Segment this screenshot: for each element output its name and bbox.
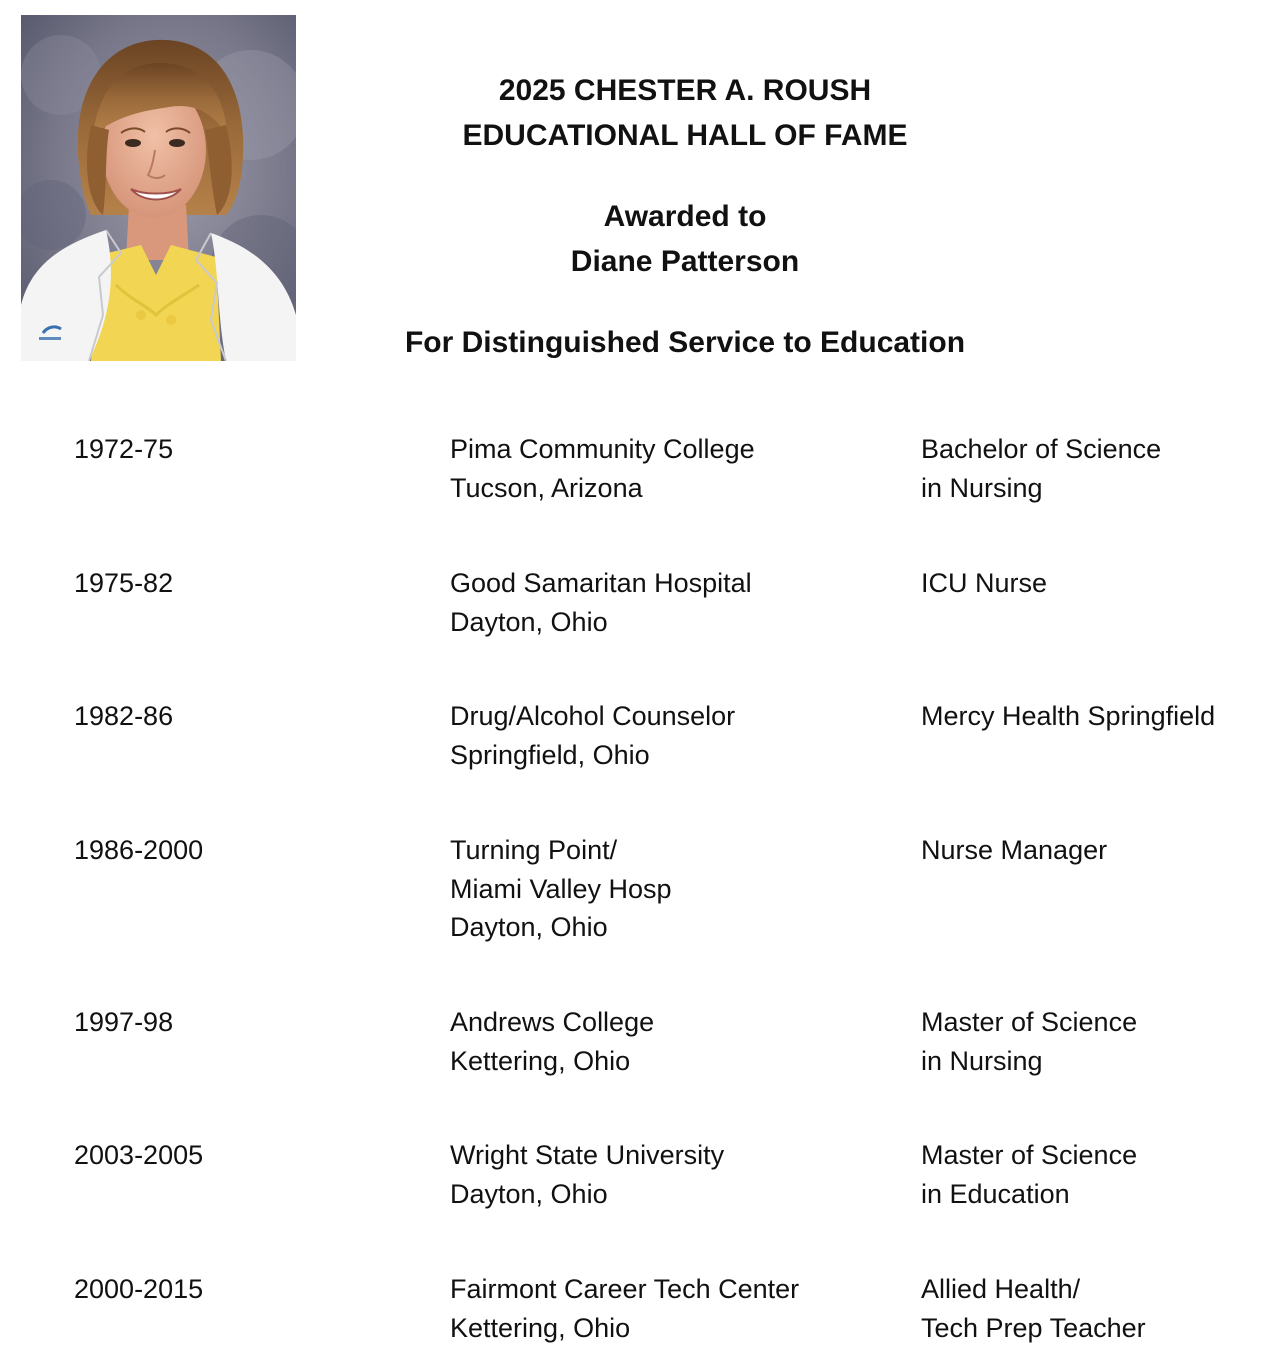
role-line: Allied Health/: [921, 1274, 1081, 1304]
row-role: [921, 564, 1047, 603]
role-line: in Nursing: [921, 1045, 1043, 1076]
place-line: Drug/Alcohol Counselor: [450, 701, 736, 731]
title-line-1: 2025 CHESTER A. ROUSH: [498, 74, 872, 107]
role-line: Mercy Health Springfield: [921, 701, 1216, 731]
distinction-label: For Distinguished Service to Education: [404, 326, 966, 359]
role-line: in Nursing: [921, 472, 1043, 503]
awardee-name: Diane Patterson: [570, 245, 800, 278]
row-role: [921, 1136, 1137, 1213]
role-line: Bachelor of Science: [921, 434, 1162, 464]
title-line-2: EDUCATIONAL HALL OF FAME: [462, 119, 908, 152]
row-place: [450, 564, 752, 641]
row-years: 1975-82: [74, 568, 174, 598]
place-line: Dayton, Ohio: [450, 912, 608, 942]
row-years: 1986-2000: [74, 835, 204, 865]
role-line: Master of Science: [921, 1140, 1138, 1170]
place-line: Dayton, Ohio: [450, 1178, 608, 1209]
row-years: 2000-2015: [74, 1274, 204, 1304]
place-line: Tucson, Arizona: [450, 472, 643, 503]
place-line: Wright State University: [450, 1140, 725, 1170]
row-place: [450, 430, 755, 507]
row-years: 1982-86: [74, 701, 174, 731]
place-line: Kettering, Ohio: [450, 1045, 631, 1076]
row-place: [450, 1270, 799, 1347]
role-line: Master of Science: [921, 1007, 1138, 1037]
role-line: in Education: [921, 1178, 1070, 1209]
awarded-to-label: Awarded to: [603, 200, 767, 233]
place-line: Andrews College: [450, 1007, 655, 1037]
place-line: Dayton, Ohio: [450, 606, 608, 637]
place-line: Fairmont Career Tech Center: [450, 1274, 800, 1304]
row-years: 1972-75: [74, 434, 174, 464]
role-line: Tech Prep Teacher: [921, 1312, 1146, 1343]
row-role: [921, 697, 1215, 736]
row-role: [921, 1270, 1146, 1347]
row-place: [450, 697, 735, 774]
row-place: [450, 1003, 654, 1080]
row-role: [921, 1003, 1137, 1080]
row-place: [450, 831, 672, 947]
row-years: 1997-98: [74, 1007, 174, 1037]
role-line: ICU Nurse: [921, 568, 1048, 598]
place-line: Turning Point/: [450, 835, 618, 865]
row-years: 2003-2005: [74, 1140, 204, 1170]
role-line: Nurse Manager: [921, 835, 1108, 865]
place-line: Kettering, Ohio: [450, 1312, 631, 1343]
place-line: Good Samaritan Hospital: [450, 568, 752, 598]
place-line: Springfield, Ohio: [450, 739, 650, 770]
row-role: [921, 430, 1161, 507]
place-line: Pima Community College: [450, 434, 755, 464]
row-place: [450, 1136, 724, 1213]
row-role: [921, 831, 1107, 870]
place-line: Miami Valley Hosp: [450, 873, 672, 904]
